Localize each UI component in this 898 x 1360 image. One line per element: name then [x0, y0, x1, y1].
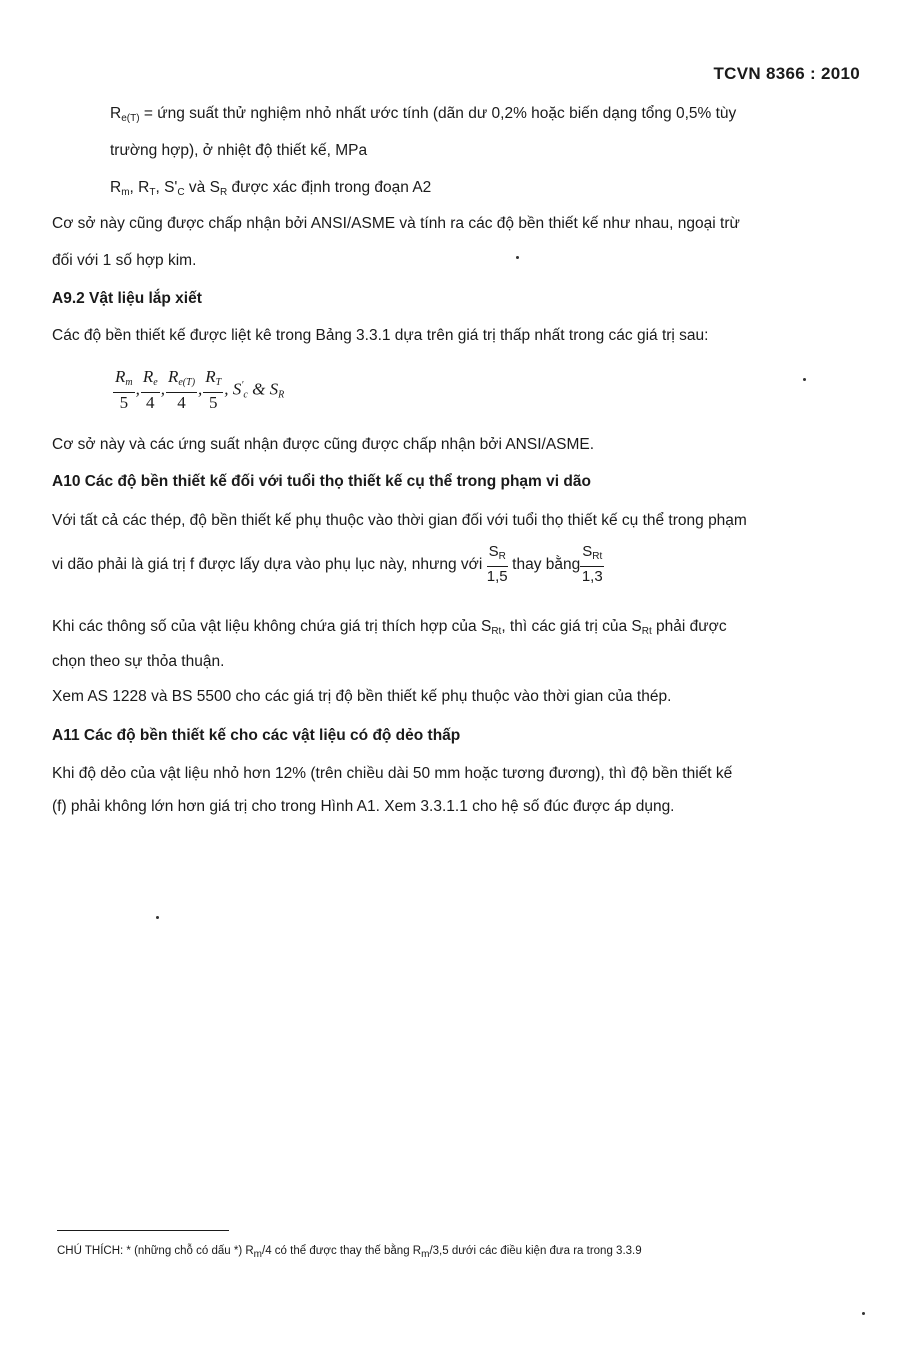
- scan-speck: [862, 1312, 865, 1315]
- fraction-reT-over-4: $\frac{R_{e(T)}}{4}$: [167, 367, 196, 412]
- document-code-header: TCVN 8366 : 2010: [713, 64, 860, 83]
- a9-2-formula: $\frac{R_m}{5}$ , $\frac{R_e}{4}$ , $\frac{R_{e(T)}}{4}$ , $\frac{R_T}{5}$ , $S'_c$ & $S_R$: [115, 367, 285, 412]
- scan-speck: [803, 378, 806, 381]
- a11-line-1: Khi độ dẻo của vật liệu nhỏ hơn 12% (trên chiều dài 50 mm hoặc tương đương), thì độ bền thiết kế: [52, 765, 733, 782]
- paragraph-ansi-line-2: đối với 1 số hợp kim.: [52, 252, 197, 269]
- fraction-sr-over-1-5: $\frac{S_R}{1,5}$: [486, 543, 508, 585]
- fraction-rt-over-5: $\frac{R_T}{5}$: [205, 367, 222, 412]
- a10-paragraph-2-line-2: chọn theo sự thỏa thuận.: [52, 653, 225, 670]
- a10-line-2: vi dão phải là giá trị f được lấy dựa vào phụ lục này, nhưng với $\frac{S_R}{1,5}$ thay bằng $\frac{S_{Rt}}{1,3}$: [52, 543, 603, 585]
- fraction-re-over-4: $\frac{R_e}{4}$: [142, 367, 158, 412]
- a9-2-after-text: Cơ sở này và các ứng suất nhận được cũng được chấp nhận bởi ANSI/ASME.: [52, 436, 595, 453]
- paragraph-ansi-line-1: Cơ sở này cũng được chấp nhận bởi ANSI/ASME và tính ra các độ bền thiết kế như nhau, ngoại trừ: [52, 215, 740, 232]
- fraction-srt-over-1-3: $\frac{S_{Rt}}{1,3}$: [581, 543, 603, 585]
- a9-2-intro: Các độ bền thiết kế được liệt kê trong Bảng 3.3.1 dựa trên giá trị thấp nhất trong các giá trị sau:: [52, 327, 709, 344]
- reT-definition-line-2: trường hợp), ở nhiệt độ thiết kế, MPa: [110, 142, 368, 159]
- heading-a10: A10 Các độ bền thiết kế đối với tuổi thọ thiết kế cụ thể trong phạm vi dão: [52, 473, 591, 490]
- reT-definition-line-1: $R_{e(T)}$ = ứng suất thử nghiệm nhỏ nhất ước tính (dãn dư 0,2% hoặc biến dạng tổng 0,5% tùy: [110, 105, 737, 124]
- footnote: CHÚ THÍCH: * (những chỗ có dấu *) $R_m/4$ có thể được thay thế bằng $R_m/3,5$ dưới các điều kiện đưa ra trong 3.3.9: [57, 1245, 642, 1260]
- scan-speck: [156, 916, 159, 919]
- a10-paragraph-2-line-1: Khi các thông số của vật liệu không chứa giá trị thích hợp của $S_{Rt}$, thì các giá trị của $S_{Rt}$ phải được: [52, 618, 727, 637]
- a10-paragraph-3: Xem AS 1228 và BS 5500 cho các giá trị độ bền thiết kế phụ thuộc vào thời gian của thép.: [52, 688, 672, 705]
- a11-line-2: (f) phải không lớn hơn giá trị cho trong Hình A1. Xem 3.3.1.1 cho hệ số đúc được áp dụng.: [52, 798, 675, 815]
- heading-a11: A11 Các độ bền thiết kế cho các vật liệu có độ dẻo thấp: [52, 727, 461, 744]
- fraction-rm-over-5: $\frac{R_m}{5}$: [115, 367, 133, 412]
- footnote-separator: [57, 1230, 229, 1231]
- a10-line-1: Với tất cả các thép, độ bền thiết kế phụ thuộc vào thời gian đối với tuổi thọ thiết kế cụ thể trong phạm: [52, 512, 747, 529]
- heading-a9-2: A9.2 Vật liệu lắp xiết: [52, 290, 202, 307]
- symbols-definition-line: $R_m$, $R_T$, $S'_C$ và $S_R$ được xác định trong đoạn A2: [110, 179, 432, 198]
- scan-speck: [516, 256, 519, 259]
